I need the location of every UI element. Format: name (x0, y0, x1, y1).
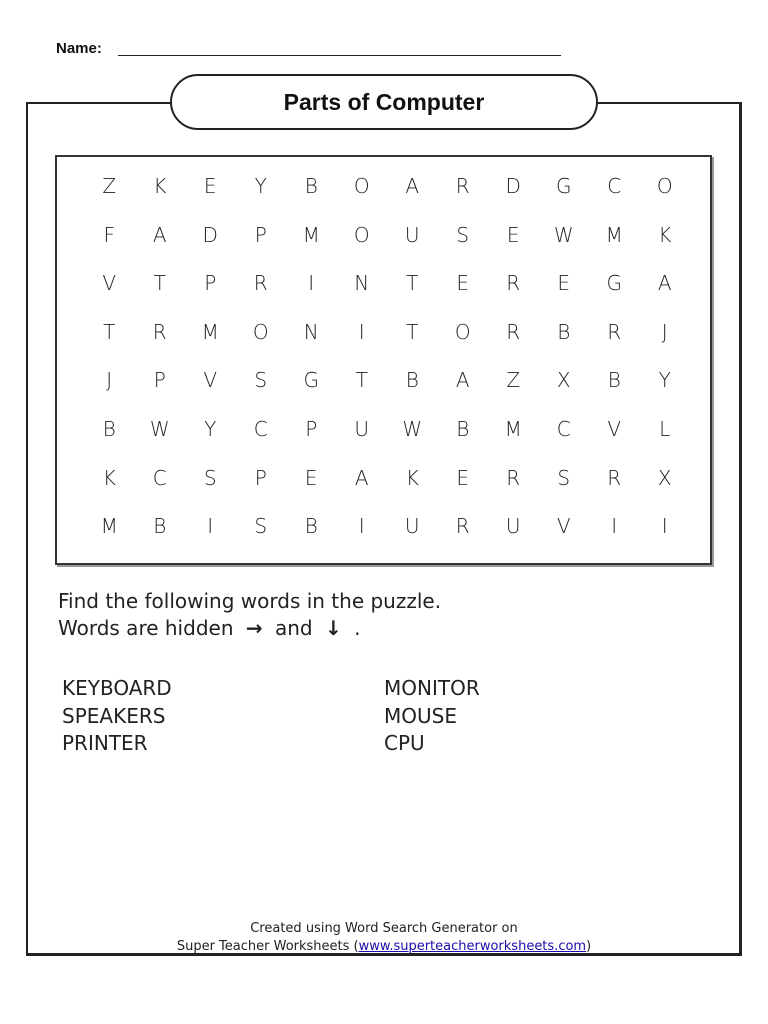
worksheet-title: Parts of Computer (170, 74, 598, 130)
grid-cell[interactable]: Y (658, 368, 671, 393)
grid-cell[interactable]: E (456, 271, 470, 296)
grid-cell[interactable]: Z (102, 174, 117, 198)
grid-cell[interactable]: M (605, 222, 623, 247)
grid-cell[interactable]: S (456, 222, 470, 247)
grid-cell[interactable]: I (611, 514, 618, 539)
grid-cell[interactable]: K (102, 465, 116, 490)
grid-cell[interactable]: P (254, 465, 267, 490)
word-item: SPEAKERS (62, 703, 166, 728)
grid-cell[interactable]: R (455, 514, 470, 539)
grid-cell[interactable]: V (102, 271, 117, 296)
grid-cell[interactable]: Y (204, 416, 217, 441)
grid-cell[interactable]: B (153, 514, 167, 539)
grid-cell[interactable]: I (358, 319, 365, 344)
grid-cell[interactable]: R (607, 319, 622, 344)
grid-cell[interactable]: L (659, 416, 671, 441)
grid-cell[interactable]: U (505, 514, 521, 539)
grid-cell[interactable]: O (454, 319, 471, 344)
grid-cell[interactable]: E (456, 465, 470, 490)
grid-cell[interactable]: V (607, 416, 622, 441)
word-item: MOUSE (384, 703, 457, 728)
grid-cell[interactable]: K (658, 222, 672, 247)
arrow-right-icon: → (245, 616, 263, 640)
grid-cell[interactable]: M (100, 514, 118, 539)
grid-cell[interactable]: B (456, 416, 470, 441)
grid-cell[interactable]: U (354, 416, 370, 441)
grid-cell[interactable]: B (557, 319, 571, 344)
grid-cell[interactable]: G (556, 174, 572, 198)
grid-cell[interactable]: A (152, 222, 167, 247)
instructions-and: and (274, 616, 313, 640)
word-item: PRINTER (62, 731, 148, 755)
grid-cell[interactable]: G (303, 368, 319, 393)
grid-cell[interactable]: C (607, 174, 622, 198)
grid-cell[interactable]: R (152, 319, 167, 344)
grid-cell[interactable]: A (354, 465, 369, 490)
grid-cell[interactable]: C (556, 416, 571, 441)
grid-cell[interactable]: X (556, 368, 571, 393)
grid-cell[interactable]: M (302, 222, 320, 247)
grid-cell[interactable]: T (406, 319, 419, 344)
grid-cell[interactable]: U (404, 222, 420, 247)
grid-cell[interactable]: B (304, 514, 318, 539)
grid-cell[interactable]: S (254, 368, 268, 393)
footer (26, 920, 742, 956)
grid-cell[interactable]: O (353, 222, 370, 247)
grid-cell[interactable]: O (252, 319, 269, 344)
grid-cell[interactable]: D (202, 222, 218, 247)
grid-cell[interactable]: E (506, 222, 520, 247)
grid-cell[interactable]: N (303, 319, 319, 344)
footer-line-2 (26, 938, 742, 956)
word-item: CPU (384, 731, 425, 755)
grid-cell[interactable]: A (405, 174, 420, 198)
name-line[interactable] (118, 55, 561, 56)
grid-cell[interactable]: A (657, 271, 672, 296)
grid-cell[interactable]: G (606, 271, 622, 296)
grid-cell[interactable]: T (103, 319, 116, 344)
instructions-line-1: Find the following words in the puzzle. (58, 589, 442, 613)
grid-cell[interactable]: I (308, 271, 315, 296)
instructions-suffix: . (354, 616, 361, 640)
word-item: KEYBOARD (62, 676, 172, 700)
grid-cell[interactable]: R (455, 174, 470, 198)
grid-cell[interactable]: M (504, 416, 522, 441)
grid-cell[interactable]: E (304, 465, 318, 490)
grid-cell[interactable]: C (253, 416, 268, 441)
grid-cell[interactable]: A (455, 368, 470, 393)
grid-cell[interactable]: W (402, 416, 423, 441)
letter-grid (84, 168, 690, 557)
grid-cell[interactable]: P (305, 416, 318, 441)
grid-cell[interactable]: J (661, 319, 668, 344)
grid-cell[interactable]: B (405, 368, 419, 393)
grid-cell[interactable]: S (203, 465, 217, 490)
grid-cell[interactable]: D (505, 174, 521, 198)
instructions (58, 588, 441, 642)
grid-cell[interactable]: K (405, 465, 419, 490)
grid-cell[interactable]: W (149, 416, 170, 441)
grid-cell[interactable]: M (201, 319, 219, 344)
grid-cell[interactable]: N (354, 271, 370, 296)
grid-cell[interactable]: F (103, 222, 115, 247)
instructions-prefix: Words are hidden (58, 616, 234, 640)
grid-cell[interactable]: I (661, 514, 668, 539)
grid-cell[interactable]: R (506, 465, 521, 490)
grid-cell[interactable]: T (153, 271, 166, 296)
grid-cell[interactable]: Y (254, 174, 267, 198)
grid-cell[interactable]: R (607, 465, 622, 490)
grid-cell[interactable]: S (254, 514, 268, 539)
footer-suffix: ) (586, 939, 592, 954)
grid-cell[interactable]: R (506, 271, 521, 296)
grid-cell[interactable]: P (204, 271, 217, 296)
grid-cell[interactable]: W (553, 222, 574, 247)
grid-cell[interactable]: S (557, 465, 571, 490)
arrow-down-icon: ↓ (324, 616, 342, 640)
grid-cell[interactable]: O (353, 174, 370, 198)
grid-cell[interactable]: I (358, 514, 365, 539)
grid-cell[interactable]: U (404, 514, 420, 539)
footer-prefix: Super Teacher Worksheets ( (176, 939, 359, 954)
name-field (56, 38, 561, 60)
grid-cell[interactable]: C (152, 465, 167, 490)
grid-cell[interactable]: K (153, 174, 167, 198)
grid-cell[interactable]: P (254, 222, 267, 247)
grid-cell[interactable]: O (656, 174, 673, 198)
grid-cell[interactable]: B (102, 416, 116, 441)
grid-cell[interactable]: E (203, 174, 217, 198)
grid-cell[interactable]: V (556, 514, 571, 539)
word-item: MONITOR (384, 676, 480, 700)
grid-cell[interactable]: B (304, 174, 318, 198)
footer-link[interactable]: www.superteacherworksheets.com (358, 939, 587, 954)
grid-cell[interactable]: V (203, 368, 218, 393)
grid-cell[interactable]: R (253, 271, 268, 296)
footer-line-1: Created using Word Search Generator on (250, 921, 518, 936)
name-label: Name: (56, 40, 102, 57)
grid-cell[interactable]: T (406, 271, 419, 296)
grid-cell[interactable]: X (657, 465, 672, 490)
grid-cell[interactable]: J (106, 368, 113, 393)
instructions-line-2 (58, 615, 441, 642)
grid-cell[interactable]: R (506, 319, 521, 344)
grid-cell[interactable]: P (153, 368, 166, 393)
grid-cell[interactable]: I (207, 514, 214, 539)
grid-cell[interactable]: T (355, 368, 368, 393)
grid-cell[interactable]: Z (506, 368, 521, 393)
word-list (62, 676, 482, 766)
grid-cell[interactable]: B (607, 368, 621, 393)
grid-cell[interactable]: E (557, 271, 571, 296)
